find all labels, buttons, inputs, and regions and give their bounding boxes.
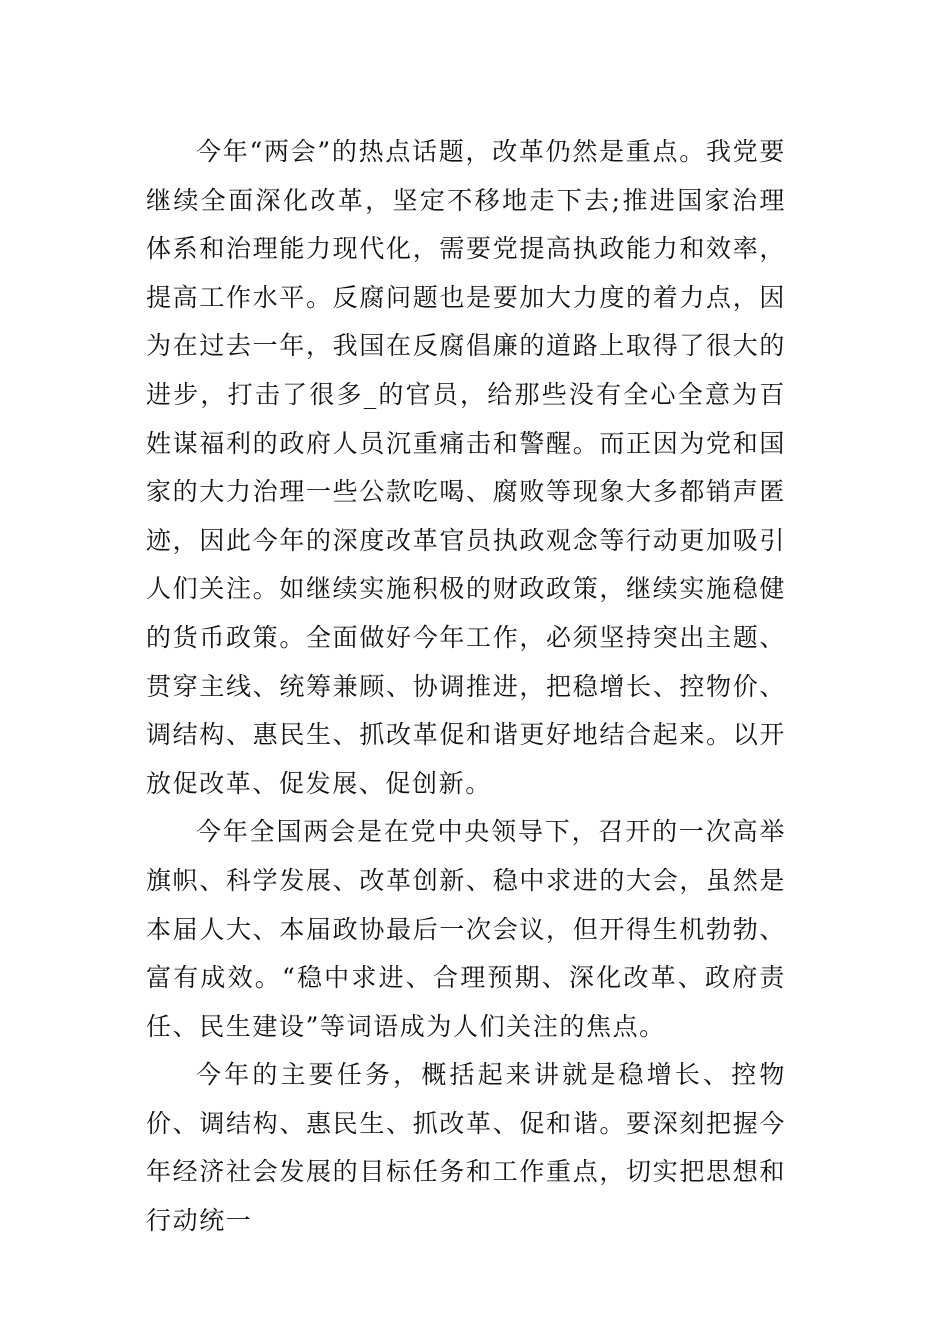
paragraph-1: 今年“两会”的热点话题，改革仍然是重点。我党要继续全面深化改革，坚定不移地走下去;推进国家治理体系和治理能力现代化，需要党提高执政能力和效率，提高工作水平。反腐问题也是要加大力度的着力点，因为在过去一年，我国在反腐倡廉的道路上取得了很大的进步，打击了很多_的官员，给那些没有全心全意为百姓谋福利的政府人员沉重痛击和警醒。而正因为党和国家的大力治理一些公款吃喝、腐败等现象大多都销声匿迹，因此今年的深度改革官员执政观念等行动更加吸引人们关注。如继续实施积极的财政政策，继续实施稳健的货币政策。全面做好今年工作，必须坚持突出主题、贯穿主线、统筹兼顾、协调推进，把稳增长、控物价、调结构、惠民生、抓改革促和谐更好地结合起来。以开放促改革、促发展、促创新。 — [146, 137, 786, 798]
document-body — [146, 128, 786, 1246]
paragraph-3: 今年的主要任务，概括起来讲就是稳增长、控物价、调结构、惠民生、抓改革、促和谐。要深刻把握今年经济社会发展的目标任务和工作重点，切实把思想和行动统一 — [146, 1060, 786, 1236]
paragraph-2: 今年全国两会是在党中央领导下，召开的一次高举旗帜、科学发展、改革创新、稳中求进的大会，虽然是本届人大、本届政协最后一次会议，但开得生机勃勃、富有成效。“稳中求进、合理预期、深化改革、政府责任、民生建设”等词语成为人们关注的焦点。 — [146, 817, 786, 1041]
